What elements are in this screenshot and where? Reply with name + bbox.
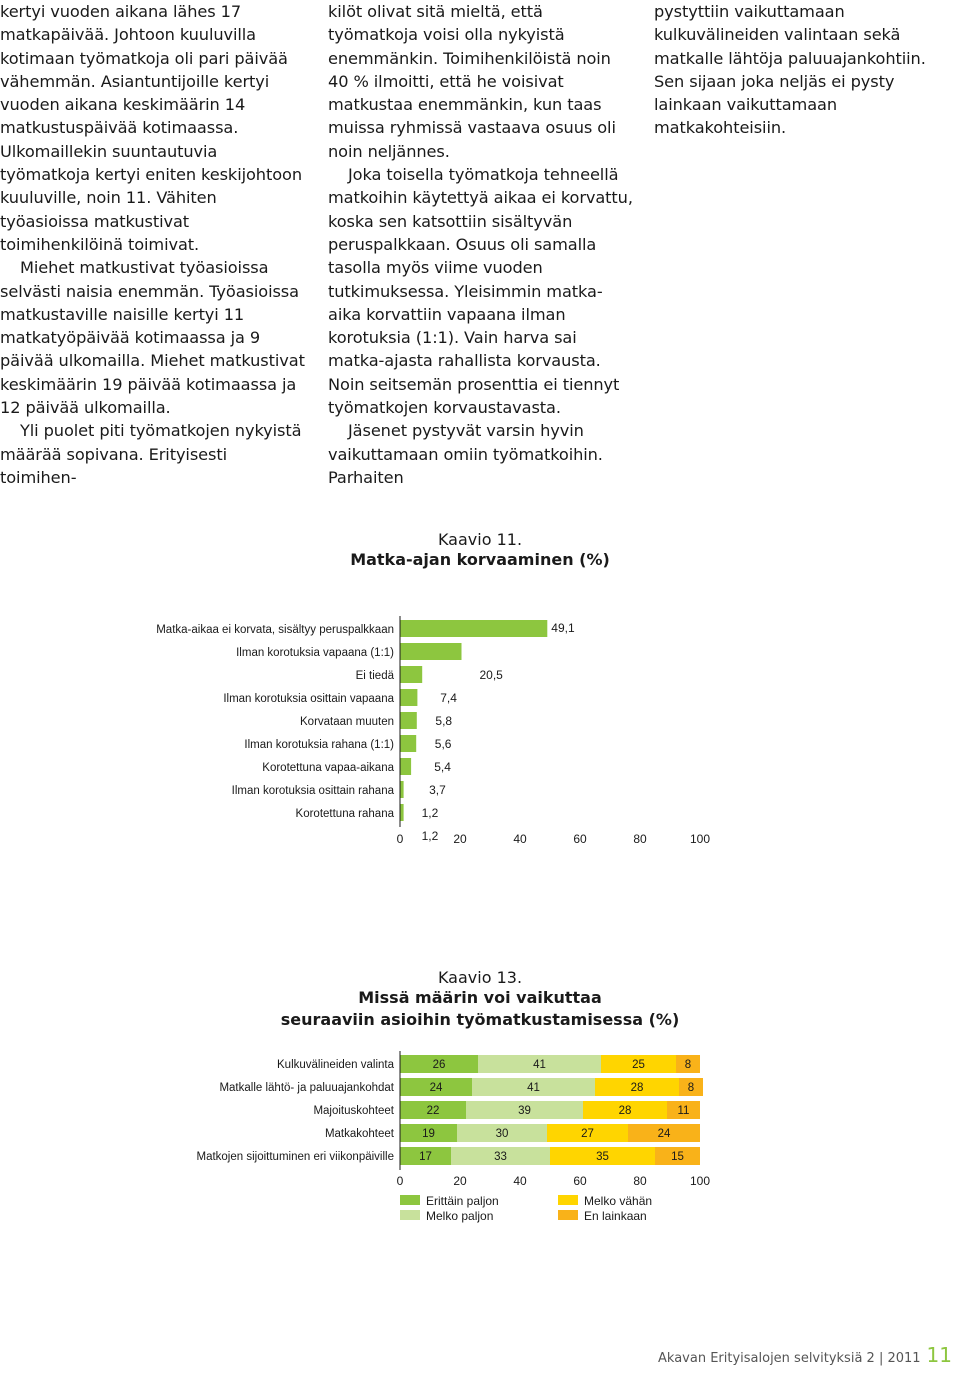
legend-label: En lainkaan bbox=[584, 1209, 647, 1223]
paragraph: Yli puolet piti työmatkojen nykyistä määrää sopivana. Erityisesti toimihen- bbox=[0, 421, 302, 487]
category-label: Matkalle lähtö- ja paluuajankohdat bbox=[219, 1082, 394, 1094]
legend-label: Melko paljon bbox=[426, 1209, 494, 1223]
page-footer bbox=[658, 1343, 952, 1367]
segment-label: 19 bbox=[422, 1128, 435, 1140]
bar bbox=[400, 712, 417, 729]
tick-label: 40 bbox=[513, 832, 527, 846]
category-label: Kulkuvälineiden valinta bbox=[277, 1059, 394, 1071]
segment-label: 27 bbox=[581, 1128, 594, 1140]
segment-label: 28 bbox=[618, 1105, 632, 1117]
chart-11-label: Kaavio 11. bbox=[437, 530, 523, 549]
segment-label: 28 bbox=[630, 1082, 644, 1094]
segment-label: 25 bbox=[632, 1059, 645, 1071]
value-label: 5,6 bbox=[434, 737, 452, 751]
segment-label: 39 bbox=[518, 1105, 531, 1117]
bar bbox=[400, 758, 411, 775]
value-label: 5,4 bbox=[434, 760, 451, 774]
legend-label: Melko vähän bbox=[584, 1194, 653, 1208]
segment-label: 17 bbox=[419, 1151, 432, 1163]
tick-label: 0 bbox=[396, 1174, 404, 1188]
tick-label: 60 bbox=[573, 832, 587, 846]
bar bbox=[400, 643, 462, 660]
legend-swatch bbox=[400, 1210, 420, 1220]
value-label: 7,4 bbox=[440, 691, 457, 705]
segment-label: 41 bbox=[527, 1082, 540, 1094]
value-label: 49,1 bbox=[551, 621, 575, 635]
value-label: 1,2 bbox=[421, 829, 439, 843]
chart-13-label: Kaavio 13. bbox=[437, 968, 523, 987]
tick-label: 100 bbox=[689, 832, 711, 846]
category-label: Korvataan muuten bbox=[300, 716, 394, 728]
category-label: Ilman korotuksia vapaana (1:1) bbox=[236, 647, 394, 659]
legend-label: Erittäin paljon bbox=[426, 1194, 499, 1208]
tick-label: 0 bbox=[396, 832, 404, 846]
segment-label: 15 bbox=[671, 1151, 684, 1163]
segment-label: 41 bbox=[533, 1059, 546, 1071]
category-label: Ei tiedä bbox=[355, 670, 394, 682]
paragraph: Jäsenet pystyvät varsin hyvin vaikuttamaan omiin työmatkoihin. Parhaiten bbox=[328, 421, 603, 487]
legend-swatch bbox=[558, 1195, 578, 1205]
segment-label: 8 bbox=[684, 1059, 692, 1071]
segment-label: 30 bbox=[495, 1128, 509, 1140]
segment-label: 24 bbox=[657, 1128, 671, 1140]
paragraph: kilöt olivat sitä mieltä, että työmatkoja voisi olla nykyistä enemmänkin. Toimihenkilöistä noin 40 % ilmoitti, että he voisivat matkustaa enemmänkin, kun taas muissa ryhmissä vastaava osuus oli noin neljännes. bbox=[328, 2, 616, 161]
bar bbox=[400, 666, 422, 683]
legend-swatch bbox=[558, 1210, 578, 1220]
value-label: 5,8 bbox=[435, 714, 453, 728]
chart-13-title-line-1: Missä määrin voi vaikuttaa bbox=[358, 988, 602, 1007]
category-label: Matkakohteet bbox=[324, 1128, 394, 1140]
footer-text: Akavan Erityisalojen selvityksiä 2 | 2011 bbox=[658, 1351, 921, 1366]
segment-label: 26 bbox=[432, 1059, 446, 1071]
bar bbox=[400, 620, 547, 637]
chart-13-title-line-2: seuraaviin asioihin työmatkustamisessa (%) bbox=[280, 1010, 680, 1029]
paragraph: Miehet matkustivat työasioissa selvästi naisia enemmän. Työasioissa matkustaville naisille kertyi 11 matkatyöpäivää kotimaassa ja 9 päivää ulkomailla. Miehet matkustivat keskimäärin 19 päivää kotimaassa ja 12 päivää ulkomailla. bbox=[0, 258, 305, 418]
category-label: Korotettuna rahana bbox=[295, 808, 394, 820]
paragraph: kertyi vuoden aikana lähes 17 matkapäivää. Johtoon kuuluvilla kotimaan työmatkoja oli pari päivää vähemmän. Asiantuntijoille kertyi vuoden aikana keskimäärin 14 matkustuspäivää kotimaassa. Ulkomaillekin suuntautuvia työmatkoja kertyi eniten keskijohtoon kuuluville, noin 11. Vähiten työasioissa matkustivat toimihenkilöinä toimivat. bbox=[0, 2, 302, 254]
value-label: 20,5 bbox=[479, 668, 503, 682]
legend-swatch bbox=[400, 1195, 420, 1205]
tick-label: 80 bbox=[633, 832, 647, 846]
segment-label: 22 bbox=[426, 1105, 440, 1117]
category-label: Ilman korotuksia osittain rahana bbox=[231, 785, 394, 797]
category-label: Majoituskohteet bbox=[313, 1105, 394, 1117]
tick-label: 80 bbox=[633, 1174, 647, 1188]
page-number: 11 bbox=[926, 1343, 952, 1367]
tick-label: 100 bbox=[689, 1174, 711, 1188]
segment-label: 11 bbox=[677, 1105, 690, 1117]
segment-label: 8 bbox=[687, 1082, 695, 1094]
tick-label: 20 bbox=[453, 1174, 467, 1188]
segment-label: 24 bbox=[429, 1082, 443, 1094]
category-label: Ilman korotuksia osittain vapaana bbox=[223, 693, 394, 705]
tick-label: 20 bbox=[453, 832, 467, 846]
category-label: Korotettuna vapaa-aikana bbox=[262, 762, 394, 774]
bar bbox=[400, 804, 404, 821]
bar bbox=[400, 689, 417, 706]
tick-label: 40 bbox=[513, 1174, 527, 1188]
bar bbox=[400, 735, 416, 752]
bar bbox=[400, 781, 404, 798]
paragraph: Joka toisella työmatkoja tehneellä matkoihin käytettyä aikaa ei korvattu, koska sen katsottiin sisältyvän peruspalkkaan. Osuus oli samalla tasolla myös viime vuoden tutkimuksessa. Yleisimmin matka-aika korvattiin vapaana ilman korotuksia (1:1). Vain harva sai matka-ajasta rahallista korvausta. Noin seitsemän prosenttia ei tiennyt työmatkojen korvaustavasta. bbox=[328, 165, 633, 418]
value-label: 1,2 bbox=[421, 806, 439, 820]
category-label: Matkojen sijoittuminen eri viikonpäiville bbox=[196, 1151, 394, 1163]
segment-label: 33 bbox=[494, 1151, 507, 1163]
value-label: 3,7 bbox=[429, 783, 446, 797]
segment-label: 35 bbox=[596, 1151, 609, 1163]
paragraph: pystyttiin vaikuttamaan kulkuvälineiden valintaan sekä matkalle lähtöja paluuajankohtiin. Sen sijaan joka neljäs ei pysty lainkaan vaikuttamaan matkakohteisiin. bbox=[654, 2, 926, 138]
chart-11-title: Matka-ajan korvaaminen (%) bbox=[350, 550, 610, 569]
category-label: Ilman korotuksia rahana (1:1) bbox=[244, 739, 394, 751]
tick-label: 60 bbox=[573, 1174, 587, 1188]
category-label: Matka-aikaa ei korvata, sisältyy peruspalkkaan bbox=[156, 624, 394, 636]
